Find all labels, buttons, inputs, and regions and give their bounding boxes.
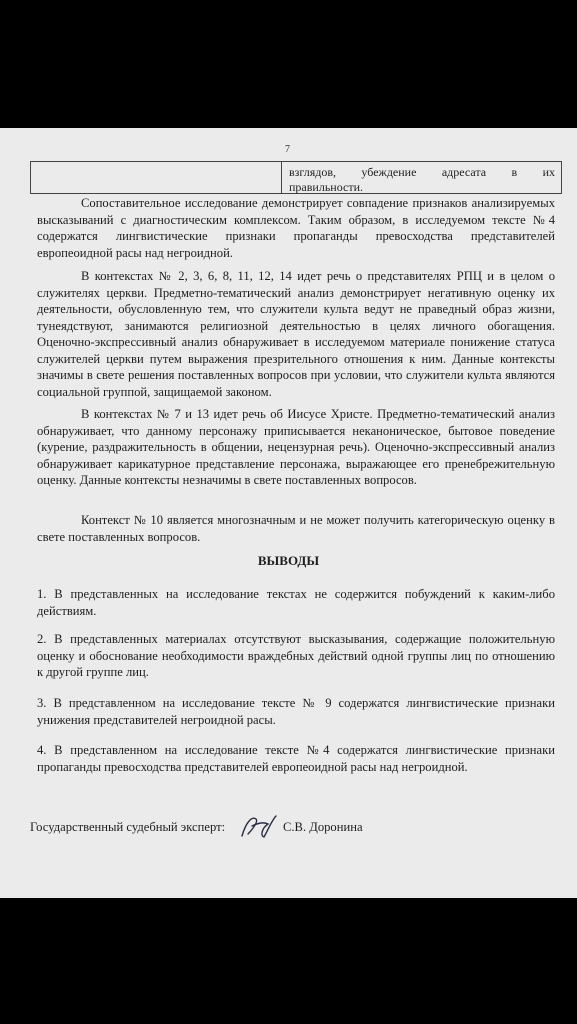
conclusion-item: 3. В представленном на исследование тексте № 9 содержатся лингвистические признаки унижения представителей негроидной расы.	[37, 696, 555, 727]
conclusions-heading: ВЫВОДЫ	[257, 553, 320, 568]
handwritten-signature	[238, 810, 280, 844]
signature-name: С.В. Доронина	[283, 820, 363, 834]
table-word: убеждение	[361, 165, 417, 179]
conclusion-item: 4. В представленном на исследование тексте №4 содержатся лингвистические признаки пропаганды превосходства представителей европеоидной расы над негроидной.	[37, 743, 555, 774]
conclusion-item: 2. В представленных материалах отсутствуют высказывания, содержащие положительную оценку и обоснование необходимости враждебных действий одной группы лиц по отношению к другой группе лиц.	[37, 632, 555, 679]
table-word: их	[542, 165, 555, 179]
signature-title: Государственный судебный эксперт:	[30, 820, 226, 834]
table-word: в	[511, 165, 518, 179]
paragraph-contexts-rpc: В контекстах № 2, 3, 6, 8, 11, 12, 14 идет речь о представителях РПЦ и в целом о служителях церкви. Предметно-тематический анализ демонстрирует негативную оценку их деятельности, обусловленную тем, что служители культа ведут не праведный образ жизни, тунеядствуют, занимаются религиозной деятельностью в целях личного обогащения. Оценочно-экспрессивный анализ обнаруживает в исследуемом материале понижение статуса служителей церкви путем выражения презрительного отношения к ним. Данные контексты значимы в свете решения поставленных вопросов при условии, что служители культа являются социальной группой, защищаемой законом.	[37, 269, 555, 399]
document-page	[0, 128, 577, 898]
paragraph-comparative: Сопоставительное исследование демонстрирует совпадение признаков анализируемых высказываний с диагностическим комплексом. Таким образом, в исследуемом тексте №4 содержатся лингвистические признаки пропаганды превосходства представителей европеоидной расы над негроидной.	[37, 196, 555, 260]
table-fragment	[30, 161, 562, 194]
table-cell-line-1	[289, 165, 555, 180]
conclusion-item: 1. В представленных на исследование текстах не содержится побуждений к каким-либо действиям.	[37, 587, 555, 618]
table-word: взглядов,	[289, 165, 336, 179]
table-word: адресата	[441, 165, 487, 179]
paragraph-contexts-christ: В контекстах № 7 и 13 идет речь об Иисусе Христе. Предметно-тематический анализ обнаруживает, что данному персонажу приписывается неканоническое, бытовое поведение (курение, раздражительность в общении, нецензурная речь). Оценочно-экспрессивный анализ обнаруживает карикатурное представление персонажа, выражающее его пренебрежительную оценку. Данные контексты незначимы в свете поставленных вопросов.	[37, 407, 555, 487]
table-cell-line-2: правильности.	[289, 180, 364, 194]
table-column-divider	[281, 162, 282, 193]
page-number: 7	[285, 144, 290, 155]
table-cell	[289, 165, 555, 195]
paragraph-context-10: Контекст № 10 является многозначным и не может получить категорическую оценку в свете поставленных вопросов.	[37, 513, 555, 544]
